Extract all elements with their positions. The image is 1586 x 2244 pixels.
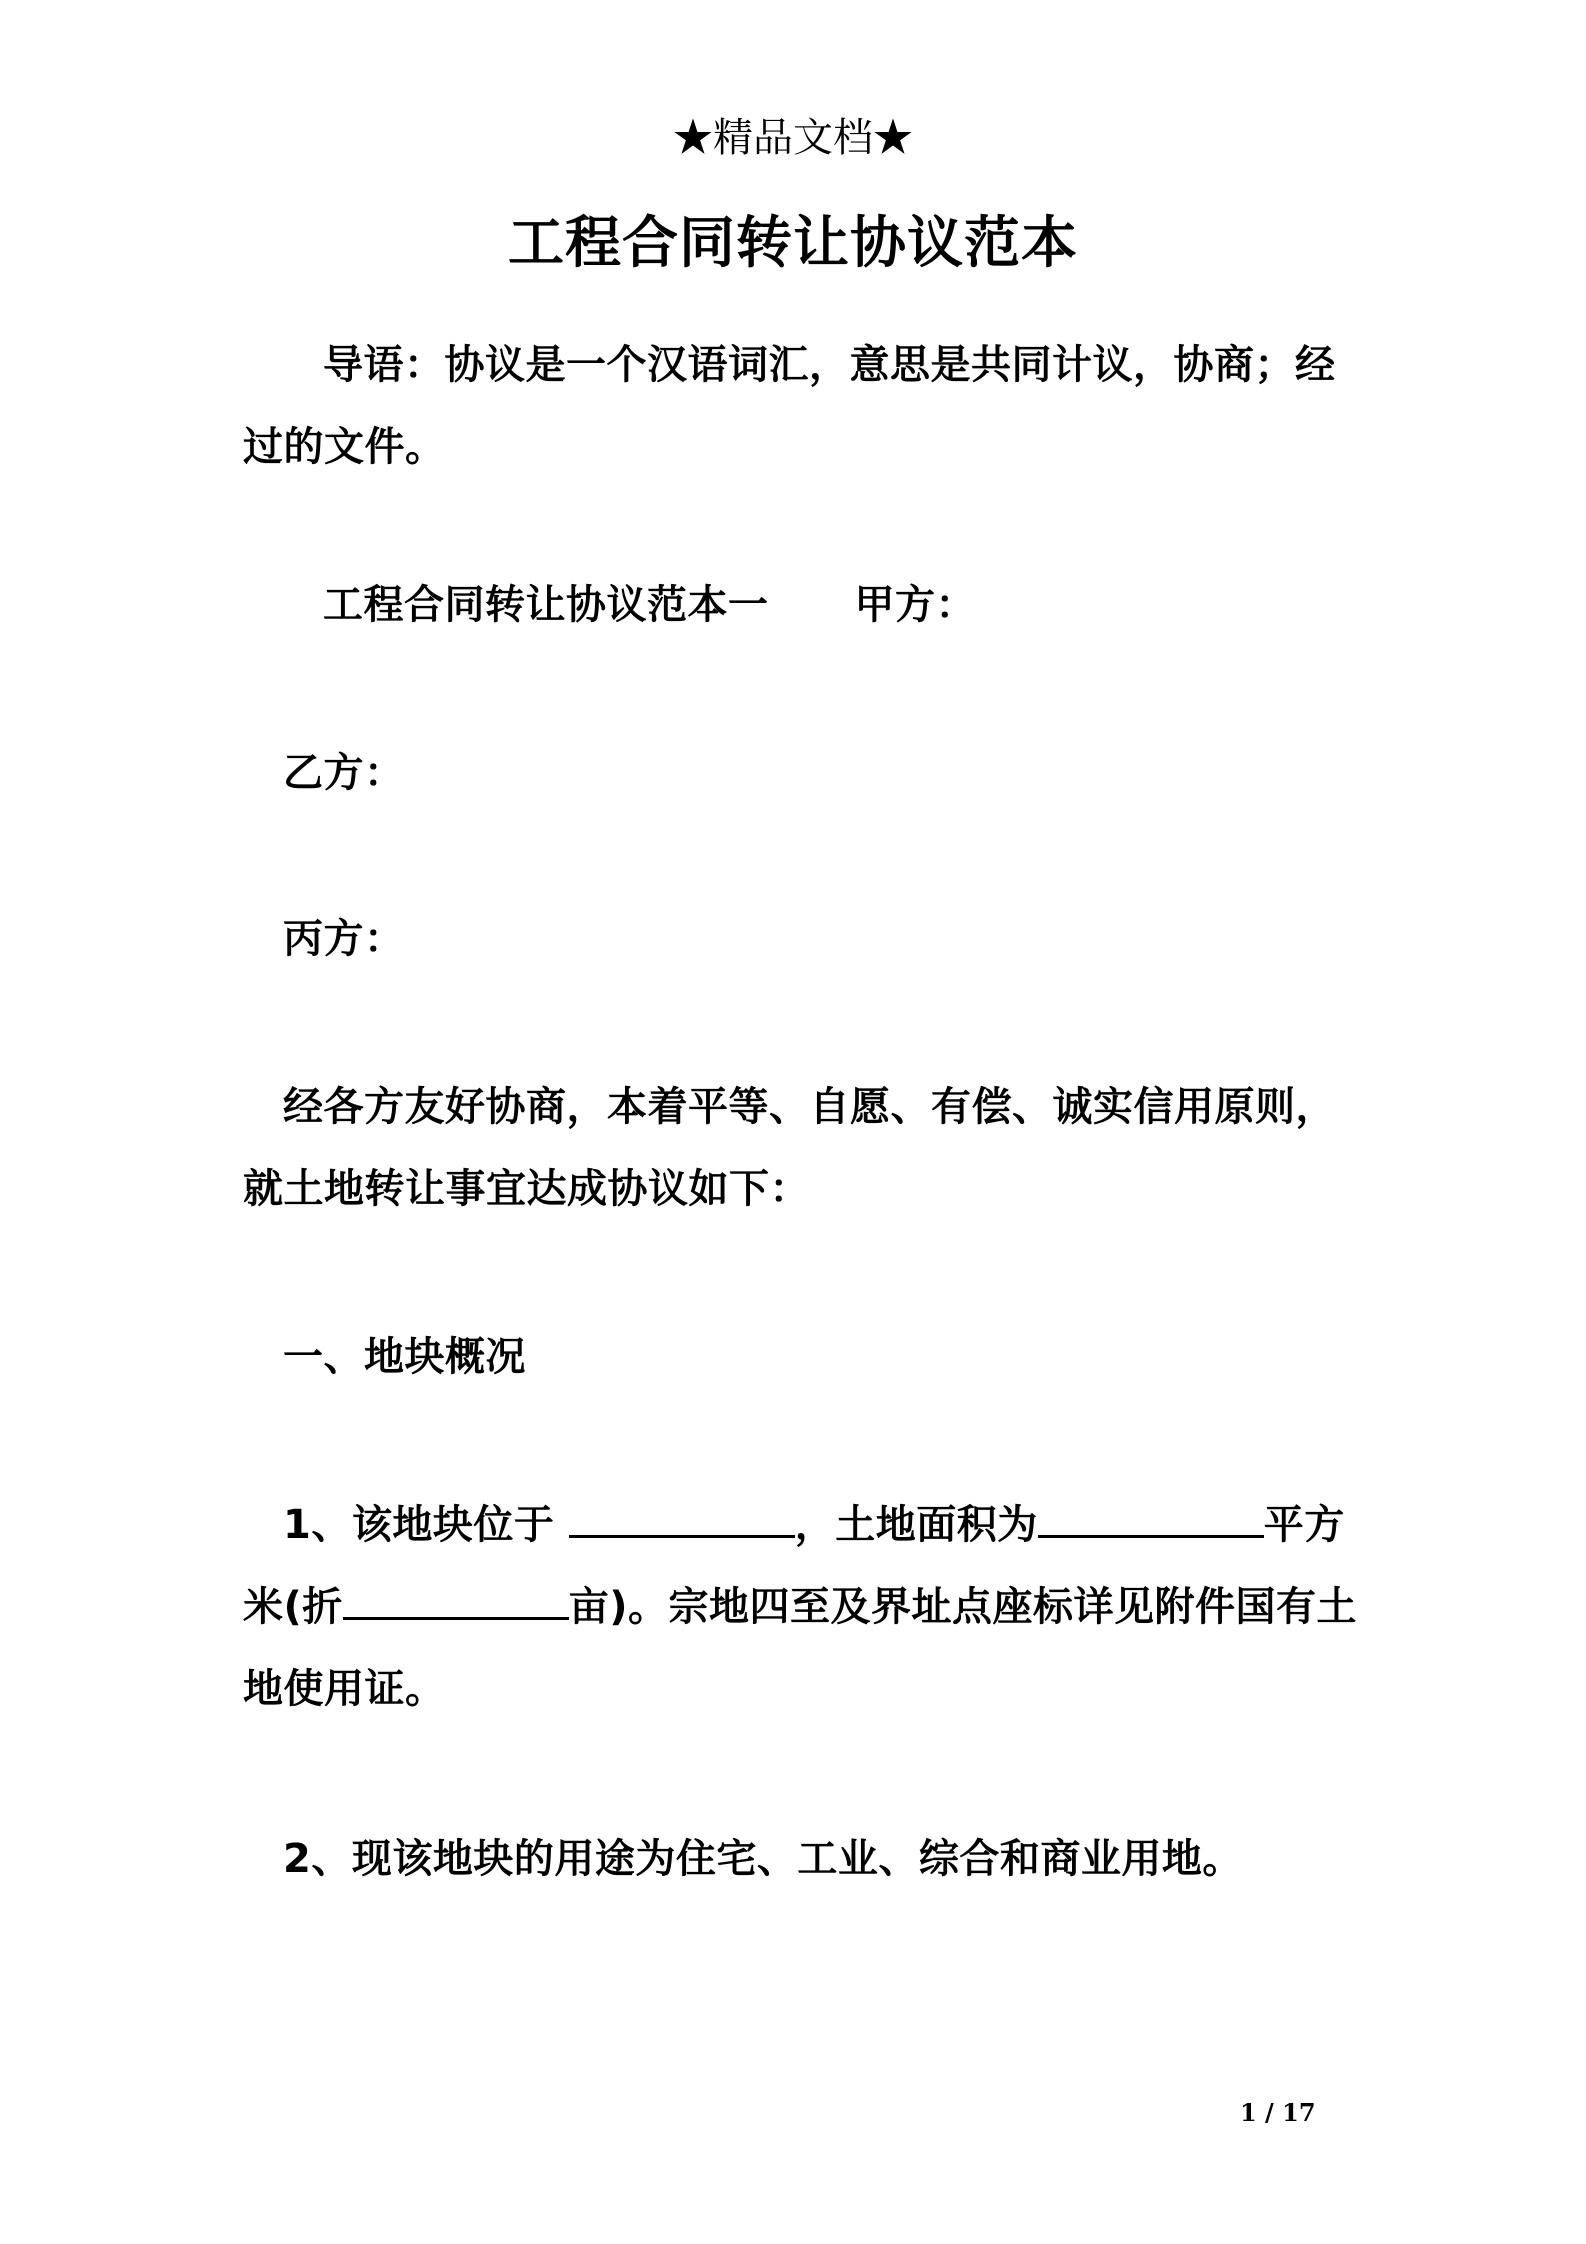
- item-1-paragraph: [243, 1484, 1360, 1730]
- party-a-label: 甲方：: [854, 582, 976, 628]
- item-1-text-a: 1、该地块位于: [283, 1502, 569, 1548]
- section-heading-line: [243, 564, 1360, 646]
- document-title: 工程合同转让协议范本: [508, 211, 1078, 276]
- item-2-paragraph: 2、现该地块的用途为住宅、工业、综合和商业用地。: [283, 1836, 1243, 1882]
- party-b-label: 乙方：: [283, 750, 405, 796]
- item-1-text-b: ，土地面积为: [794, 1502, 1038, 1548]
- page-number: 1 / 17: [1240, 2098, 1316, 2127]
- item-1-text-d: 亩)。宗地四至及界址点座标详见附件国有土地使用证。: [243, 1584, 1358, 1712]
- mu-blank: [343, 1583, 569, 1620]
- section-title: 工程合同转让协议范本一: [323, 582, 769, 628]
- area-blank: [1038, 1501, 1264, 1538]
- item-1-text-c: 平方米(折: [243, 1502, 1345, 1630]
- location-blank: [569, 1501, 795, 1538]
- header-mark: ★精品文档★: [673, 115, 913, 161]
- heading-land-overview: 一、地块概况: [283, 1334, 526, 1380]
- intro-paragraph: 导语：协议是一个汉语词汇，意思是共同计议，协商；经过的文件。: [243, 342, 1336, 470]
- party-c-label: 丙方：: [283, 916, 405, 962]
- preamble-paragraph: 经各方友好协商，本着平等、自愿、有偿、诚实信用原则，就土地转让事宜达成协议如下：: [243, 1084, 1336, 1212]
